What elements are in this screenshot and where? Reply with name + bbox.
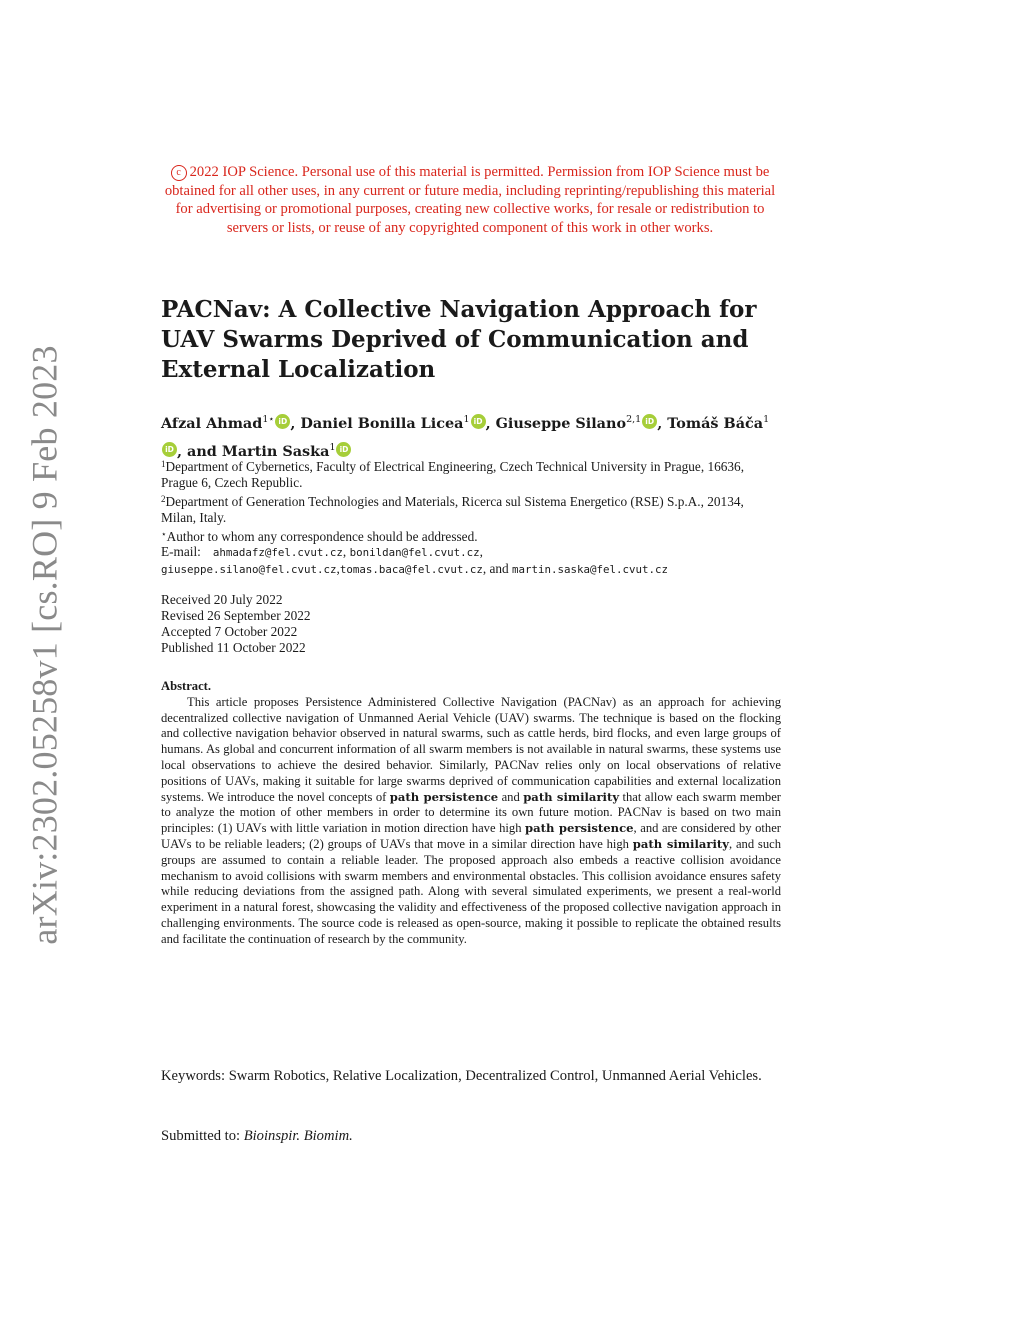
email-block	[161, 544, 781, 578]
author-affiliation-mark: 1⋆	[262, 414, 275, 425]
arxiv-side-identifier-container	[20, 345, 70, 945]
affiliation-text: Department of Generation Technologies and Materials, Ricerca sul Sistema Energetico (RSE) S.p.A., 20134, Milan, Italy.	[161, 494, 744, 525]
arxiv-side-identifier: arXiv:2302.05258v1 [cs.RO] 9 Feb 2023	[25, 345, 65, 945]
email-address: ahmadafz@fel.cvut.cz	[212, 546, 343, 559]
orcid-icon: iD	[162, 442, 177, 457]
email-address: giuseppe.silano@fel.cvut.cz	[161, 563, 337, 576]
author-name: Giuseppe Silano	[495, 415, 627, 432]
orcid-icon: iD	[642, 414, 657, 429]
date-published: Published 11 October 2022	[161, 640, 306, 655]
abstract-text: , and are considered by other UAVs to be reliable leaders; (2) groups of UAVs that move in a similar direction have high	[161, 821, 781, 851]
abstract-text: that allow each swarm member to analyze the motion of other members in order to determine its own future motion. PACNav is based on two main principles: (1) UAVs with little variation in motion direction have high	[161, 789, 781, 836]
author-separator: ,	[657, 415, 668, 432]
abstract	[161, 679, 781, 948]
email-separator: , and	[482, 561, 513, 576]
publication-dates	[161, 592, 561, 656]
affiliation-line	[161, 456, 781, 491]
abstract-keyterm: path persistence	[389, 789, 499, 804]
author-affiliation-mark: 1	[763, 414, 770, 425]
affiliations	[161, 456, 781, 545]
author-separator: ,	[290, 415, 301, 432]
email-separator: ,	[479, 544, 483, 559]
orcid-icon: iD	[471, 414, 486, 429]
abstract-keyterm: path persistence	[525, 821, 634, 836]
date-revised: Revised 26 September 2022	[161, 608, 311, 623]
author-name: Daniel Bonilla Licea	[300, 415, 464, 432]
affiliation-text: Department of Cybernetics, Faculty of Electrical Engineering, Czech Technical University in Prague, 16636, Prague 6, Czech Republic.	[161, 459, 745, 490]
affiliation-mark: ⋆	[161, 529, 167, 539]
copyright-notice	[160, 163, 780, 237]
email-address: martin.saska@fel.cvut.cz	[512, 563, 669, 576]
author-separator: , and	[177, 443, 222, 460]
abstract-text: This article proposes Persistence Administered Collective Navigation (PACNav) as an approach for achieving decentralized collective navigation of Unmanned Aerial Vehicle (UAV) swarms. The technique is based on the flocking and collective navigation behavior observed in natural swarms, such as cattle herds, bird flocks, and even large groups of humans. As global and concurrent information of all swarm members is not available in natural swarms, these systems use local observations to achieve the desired behavior. Similarly, PACNav relies only on local observations of relative positions of UAVs, making it suitable for large swarms deprived of communication capabilities and external localization systems. We introduce the novel concepts of	[161, 694, 781, 804]
affiliation-line	[161, 526, 781, 545]
date-accepted: Accepted 7 October 2022	[161, 624, 298, 639]
email-address: bonildan@fel.cvut.cz	[349, 546, 480, 559]
abstract-body	[161, 695, 781, 948]
abstract-text: , and such groups are assumed to contain a reliable leader. The proposed approach also embeds a reactive collision avoidance mechanism to avoid collisions with swarm members and environmental obstacles. This collision avoidance ensures safety while reducing deviations from the assigned path. Along with several simulated experiments, we present a real-world experiment in a natural forest, showcasing the validity and effectiveness of the proposed collective navigation approach in challenging environments. The source code is released as open-source, making it possible to replicate the obtained results and facilitate the continuation of research by the community.	[161, 836, 781, 946]
submitted-to	[161, 1127, 781, 1145]
submitted-label: Submitted to:	[161, 1128, 244, 1144]
abstract-keyterm: path similarity	[523, 789, 620, 804]
orcid-icon: iD	[275, 414, 290, 429]
affiliation-text: Author to whom any correspondence should be addressed.	[166, 529, 478, 544]
abstract-keyterm: path similarity	[632, 836, 729, 851]
affiliation-mark: 1	[161, 459, 166, 469]
affiliation-line	[161, 491, 781, 526]
author-affiliation-mark: 1	[329, 442, 336, 453]
journal-name: Bioinspir. Biomim.	[243, 1128, 353, 1144]
copyright-text: 2022 IOP Science. Personal use of this material is permitted. Permission from IOP Science must be obtained for all other uses, in any current or future media, including reprinting/republishing this material for advertising or promotional purposes, creating new collective works, for resale or redistribution to servers or lists, or reuse of any copyrighted component of this work in other works.	[164, 164, 776, 236]
email-address: tomas.baca@fel.cvut.cz	[339, 563, 483, 576]
author-separator: ,	[485, 415, 496, 432]
abstract-heading: Abstract.	[161, 679, 212, 693]
email-separator: ,	[336, 561, 340, 576]
copyright-icon: c	[171, 165, 187, 181]
author-affiliation-mark: 2,1	[626, 414, 642, 425]
orcid-icon: iD	[336, 442, 351, 457]
affiliation-mark: 2	[161, 494, 166, 504]
author-name: Afzal Ahmad	[161, 415, 263, 432]
author-name: Martin Saska	[221, 443, 330, 460]
email-label: E-mail:	[161, 544, 201, 559]
author-affiliation-mark: 1	[463, 414, 470, 425]
author-name: Tomáš Báča	[667, 415, 764, 432]
date-received: Received 20 July 2022	[161, 592, 283, 607]
abstract-text: and	[498, 789, 524, 804]
paper-title: PACNav: A Collective Navigation Approach for UAV Swarms Deprived of Communication and External Localization	[161, 296, 757, 383]
email-separator: ,	[342, 544, 350, 559]
keywords: Keywords: Swarm Robotics, Relative Localization, Decentralized Control, Unmanned Aerial Vehicles.	[161, 1068, 762, 1084]
